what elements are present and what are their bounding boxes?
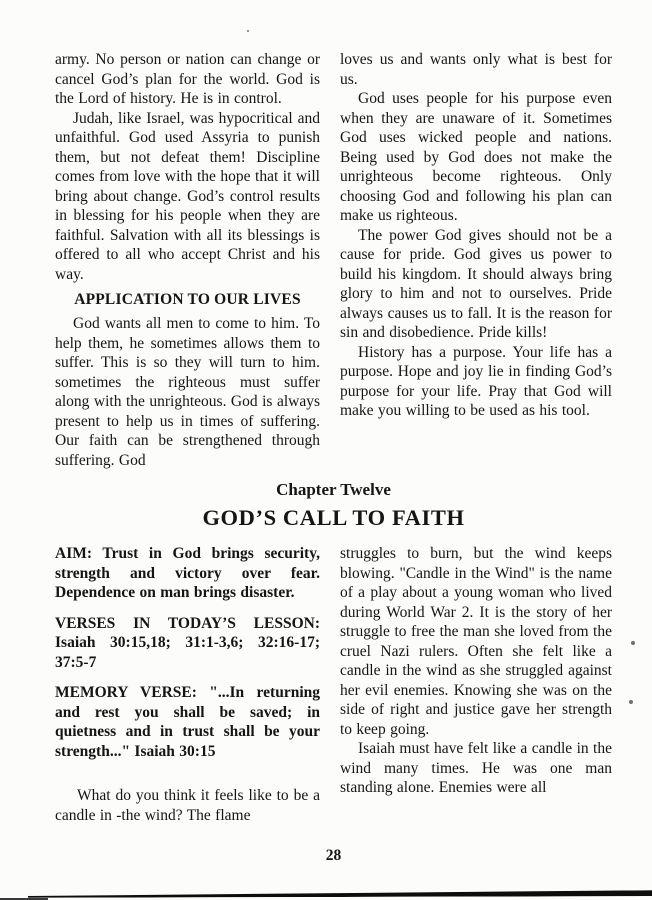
paragraph: Isaiah must have felt like a candle in the wind many times. He was one man standing alone. Enemies were all [340, 740, 612, 796]
lesson-left-column [55, 544, 320, 825]
scan-speckle [631, 641, 635, 645]
paragraph: The power God gives should not be a cause for pride. God gives us power to build his kingdom. It should always bring glory to him and not to ourselves. Pride always causes us to fall. It is the reason for sin and disobedience. Pride kills! [340, 226, 612, 341]
paragraph: army. No person or nation can change or cancel God’s plan for the world. God is the Lord of history. He is in control. [55, 51, 320, 107]
paragraph: loves us and wants only what is best for us. [340, 51, 612, 88]
lesson-right-column [340, 544, 612, 825]
scan-edge-line [28, 890, 652, 898]
verses-paragraph: VERSES IN TODAY’S LESSON: Isaiah 30:15,18; 31:1-3,6; 32:16-17; 37:5-7 [55, 614, 320, 671]
top-section [55, 50, 612, 470]
memory-verse-paragraph: MEMORY VERSE: "...In returning and rest you shall be saved; in quietness and in trust shall be your strength..." Isaiah 30:15 [55, 684, 320, 760]
paragraph: God uses people for his purpose even when they are unaware of it. Sometimes God uses wicked people and nations. Being used by God does not make the unrighteous become righteous. Only choosing God and following his plan can make us righteous. [340, 90, 612, 224]
chapter-label: Chapter Twelve [276, 480, 391, 499]
paragraph: History has a purpose. Your life has a purpose. Hope and joy lie in finding God’s purpose for your life. Pray that God will make you willing to be used as his tool. [340, 343, 612, 419]
paragraph: struggles to burn, but the wind keeps blowing. "Candle in the Wind" is the name of a play about a young woman who lived during World War 2. It is the story of her struggle to free the man she loved from the cruel Nazi rulers. Often she felt like a candle in the wind as she struggled against her evil enemies. Knowing she was on the side of right and justice gave her strength to keep going. [340, 545, 612, 738]
paragraph: What do you think it feels like to be a candle in -the wind? The flame [55, 787, 320, 824]
aim-paragraph: AIM: Trust in God brings security, strength and victory over fear. Dependence on man brings disaster. [55, 545, 320, 601]
chapter-title: GOD’S CALL TO FAITH [202, 505, 465, 530]
chapter-heading-block [55, 480, 612, 531]
section-heading: APPLICATION TO OUR LIVES [74, 291, 301, 308]
lesson-section [55, 544, 612, 825]
scan-speckle [629, 700, 633, 704]
scan-speckle [247, 30, 249, 32]
paragraph: Judah, like Israel, was hypocritical and unfaithful. God used Assyria to punish them, but not defeat them! Discipline comes from love with the hope that it will bring about change. God’s control results in blessing for his people when they are faithful. Salvation with all its blessings is offered to all who accept Christ and his way. [55, 109, 320, 283]
paragraph: God wants all men to come to him. To help them, he sometimes allows them to suffer. This is so they will turn to him. sometimes the righteous must suffer along with the unrighteous. God is always present to help us in times of suffering. Our faith can be strengthened through suffering. God [55, 315, 320, 469]
page-number: 28 [325, 847, 342, 864]
top-left-column [55, 50, 320, 470]
top-right-column [340, 50, 612, 470]
